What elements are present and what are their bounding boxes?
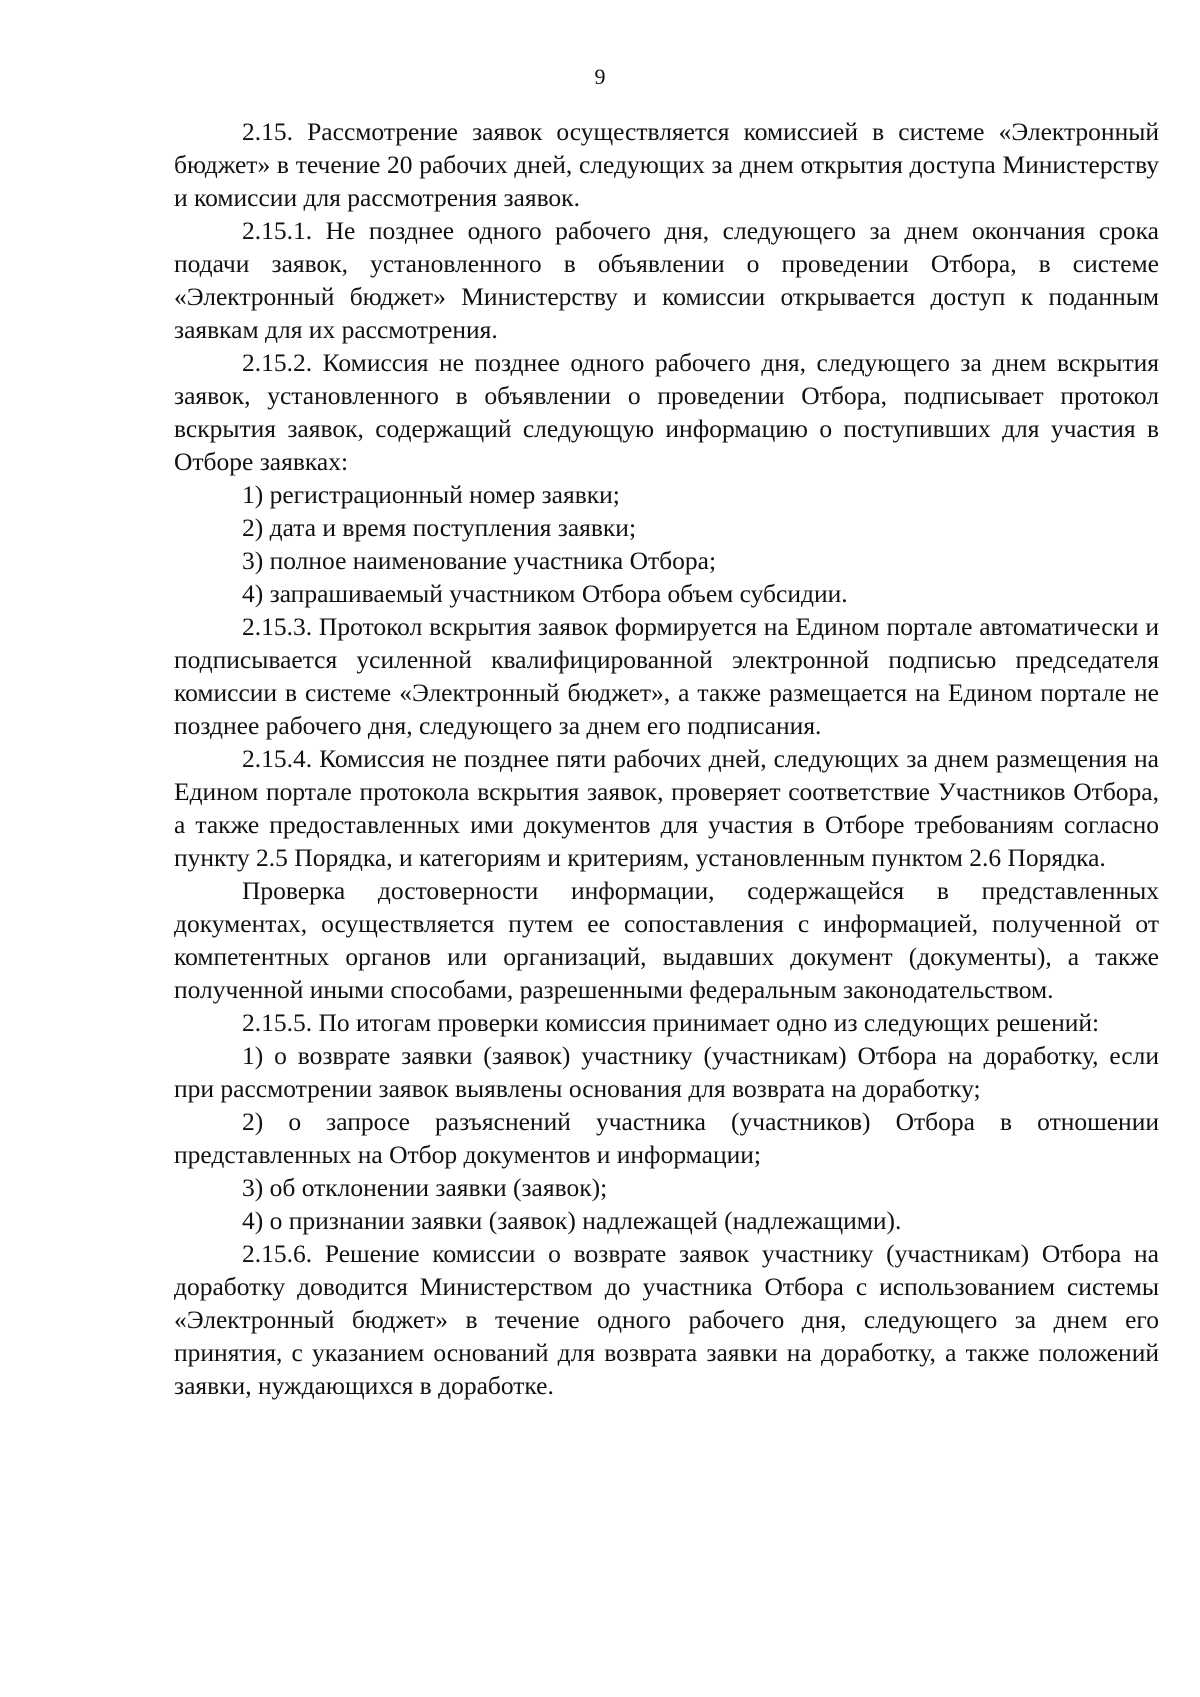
list-item-decision-3: 3) об отклонении заявки (заявок); — [242, 1173, 608, 1202]
document-body — [174, 115, 1159, 1402]
paragraph-2-15-2: 2.15.2. Комиссия не позднее одного рабочего дня, следующего за днем вскрытия заявок, установленного в объявлении о проведении Отбора, подписывает протокол вскрытия заявок, содержащий следующую информацию о поступивших для участия в Отборе заявках: — [174, 348, 1159, 476]
paragraph-2-15: 2.15. Рассмотрение заявок осуществляется комиссией в системе «Электронный бюджет» в течение 20 рабочих дней, следующих за днем открытия доступа Министерству и комиссии для рассмотрения заявок. — [174, 117, 1159, 212]
list-item-decision-1: 1) о возврате заявки (заявок) участнику (участникам) Отбора на доработку, если при рассмотрении заявок выявлены основания для возврата на доработку; — [174, 1041, 1159, 1103]
paragraph-2-15-6: 2.15.6. Решение комиссии о возврате заявок участнику (участникам) Отбора на доработку доводится Министерством до участника Отбора с использованием системы «Электронный бюджет» в течение одного рабочего дня, следующего за днем его принятия, с указанием оснований для возврата заявки на доработку, а также положений заявки, нуждающихся в доработке. — [174, 1239, 1159, 1400]
list-item-protocol-3: 3) полное наименование участника Отбора; — [242, 546, 717, 575]
list-item-protocol-1: 1) регистрационный номер заявки; — [242, 480, 620, 509]
paragraph-2-15-5: 2.15.5. По итогам проверки комиссия принимает одно из следующих решений: — [242, 1008, 1100, 1037]
list-item-protocol-2: 2) дата и время поступления заявки; — [242, 513, 637, 542]
paragraph-2-15-1: 2.15.1. Не позднее одного рабочего дня, следующего за днем окончания срока подачи заявок, установленного в объявлении о проведении Отбора, в системе «Электронный бюджет» Министерству и комиссии открывается доступ к поданным заявкам для их рассмотрения. — [174, 216, 1159, 344]
paragraph-verification: Проверка достоверности информации, содержащейся в представленных документах, осуществляется путем ее сопоставления с информацией, полученной от компетентных органов или организаций, выдавших документ (документы), а также полученной иными способами, разрешенными федеральным законодательством. — [174, 876, 1159, 1004]
page-number: 9 — [594, 64, 606, 89]
list-item-decision-4: 4) о признании заявки (заявок) надлежащей (надлежащими). — [242, 1206, 902, 1235]
paragraph-2-15-4: 2.15.4. Комиссия не позднее пяти рабочих дней, следующих за днем размещения на Едином портале протокола вскрытия заявок, проверяет соответствие Участников Отбора, а также предоставленных ими документов для участия в Отборе требованиям согласно пункту 2.5 Порядка, и категориям и критериям, установленным пунктом 2.6 Порядка. — [174, 744, 1159, 872]
list-item-decision-2: 2) о запросе разъяснений участника (участников) Отбора в отношении представленных на Отбор документов и информации; — [174, 1107, 1159, 1169]
paragraph-2-15-3: 2.15.3. Протокол вскрытия заявок формируется на Едином портале автоматически и подписывается усиленной квалифицированной электронной подписью председателя комиссии в системе «Электронный бюджет», а также размещается на Едином портале не позднее рабочего дня, следующего за днем его подписания. — [174, 612, 1159, 740]
list-item-protocol-4: 4) запрашиваемый участником Отбора объем субсидии. — [242, 579, 848, 608]
